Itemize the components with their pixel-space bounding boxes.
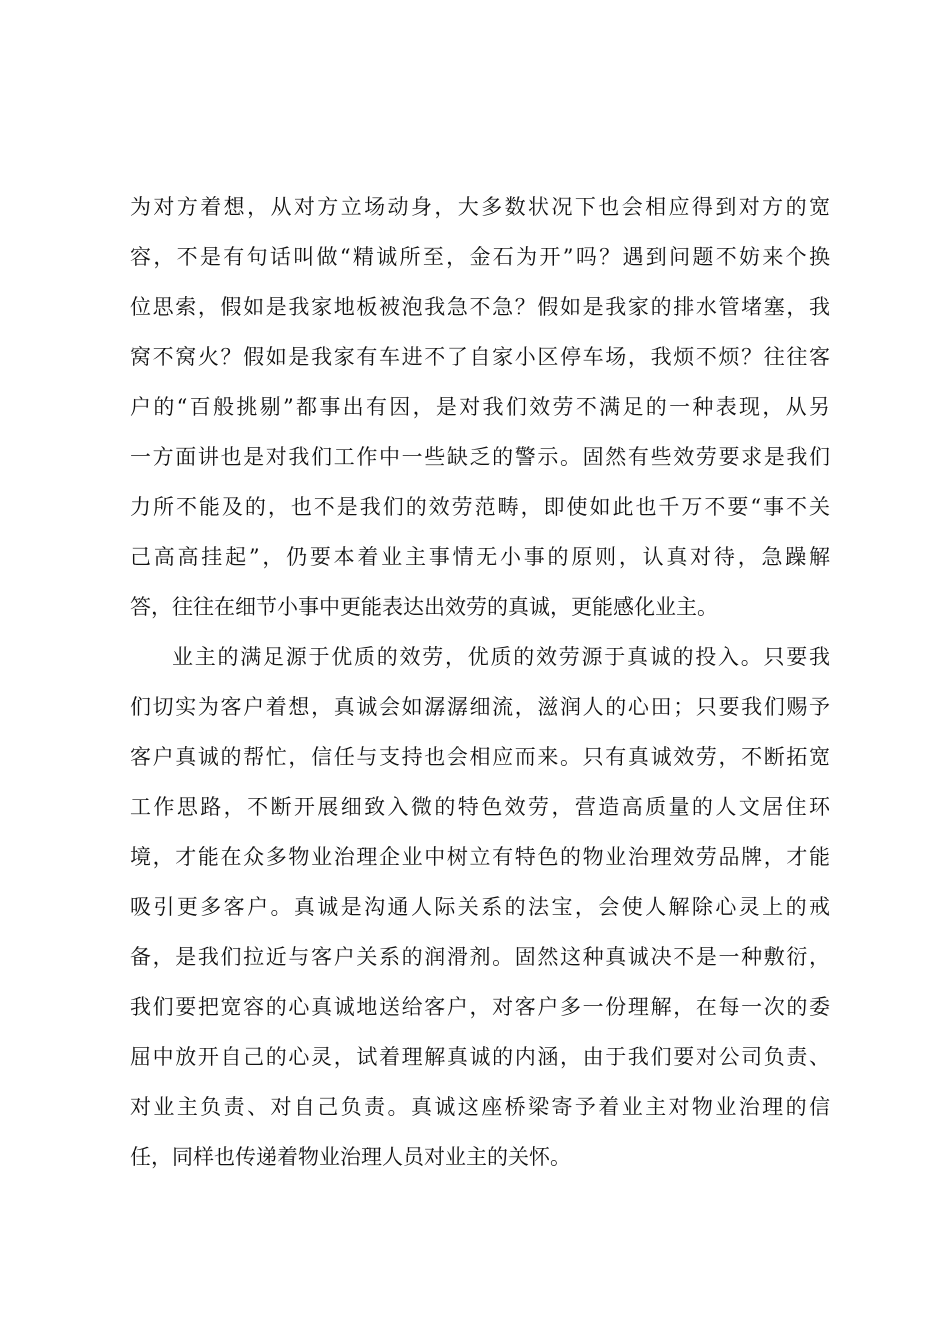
text-line: 为对方着想，从对方立场动身，大多数状况下也会相应得到对方的宽 (130, 195, 830, 219)
text-line: 户的“百般挑剔”都事出有因，是对我们效劳不满足的一种表现，从另 (130, 395, 830, 419)
text-line: 位思索，假如是我家地板被泡我急不急？假如是我家的排水管堵塞，我 (130, 295, 830, 319)
text-line: 吸引更多客户。真诚是沟通人际关系的法宝，会使人解除心灵上的戒 (130, 895, 830, 919)
text-line: 工作思路，不断开展细致入微的特色效劳，营造高质量的人文居住环 (130, 795, 830, 819)
text-line: 我们要把宽容的心真诚地送给客户，对客户多一份理解，在每一次的委 (130, 995, 830, 1019)
text-line: 力所不能及的，也不是我们的效劳范畴，即使如此也千万不要“事不关 (130, 495, 830, 519)
body-text (130, 182, 830, 1182)
text-line: 业主的满足源于优质的效劳，优质的效劳源于真诚的投入。只要我 (172, 645, 830, 669)
text-line: 们切实为客户着想，真诚会如潺潺细流，滋润人的心田；只要我们赐予 (130, 695, 830, 719)
text-line: 客户真诚的帮忙，信任与支持也会相应而来。只有真诚效劳，不断拓宽 (130, 745, 830, 769)
text-line: 答，往往在细节小事中更能表达出效劳的真诚，更能感化业主。 (130, 595, 718, 619)
text-line: 任，同样也传递着物业治理人员对业主的关怀。 (130, 1145, 571, 1169)
text-line: 境，才能在众多物业治理企业中树立有特色的物业治理效劳品牌，才能 (130, 845, 830, 869)
text-line: 备，是我们拉近与客户关系的润滑剂。固然这种真诚决不是一种敷衍， (130, 945, 830, 969)
text-line: 己高高挂起”，仍要本着业主事情无小事的原则，认真对待，急躁解 (130, 545, 830, 569)
text-line: 一方面讲也是对我们工作中一些缺乏的警示。固然有些效劳要求是我们 (130, 445, 830, 469)
text-line: 屈中放开自己的心灵，试着理解真诚的内涵，由于我们要对公司负责、 (130, 1045, 830, 1069)
text-line: 对业主负责、对自己负责。真诚这座桥梁寄予着业主对物业治理的信 (130, 1095, 830, 1119)
text-line: 容，不是有句话叫做“精诚所至，金石为开”吗？遇到问题不妨来个换 (130, 245, 830, 269)
paragraph-2 (130, 632, 830, 1182)
paragraph-1 (130, 182, 830, 632)
text-line: 窝不窝火？假如是我家有车进不了自家小区停车场，我烦不烦？往往客 (130, 345, 830, 369)
